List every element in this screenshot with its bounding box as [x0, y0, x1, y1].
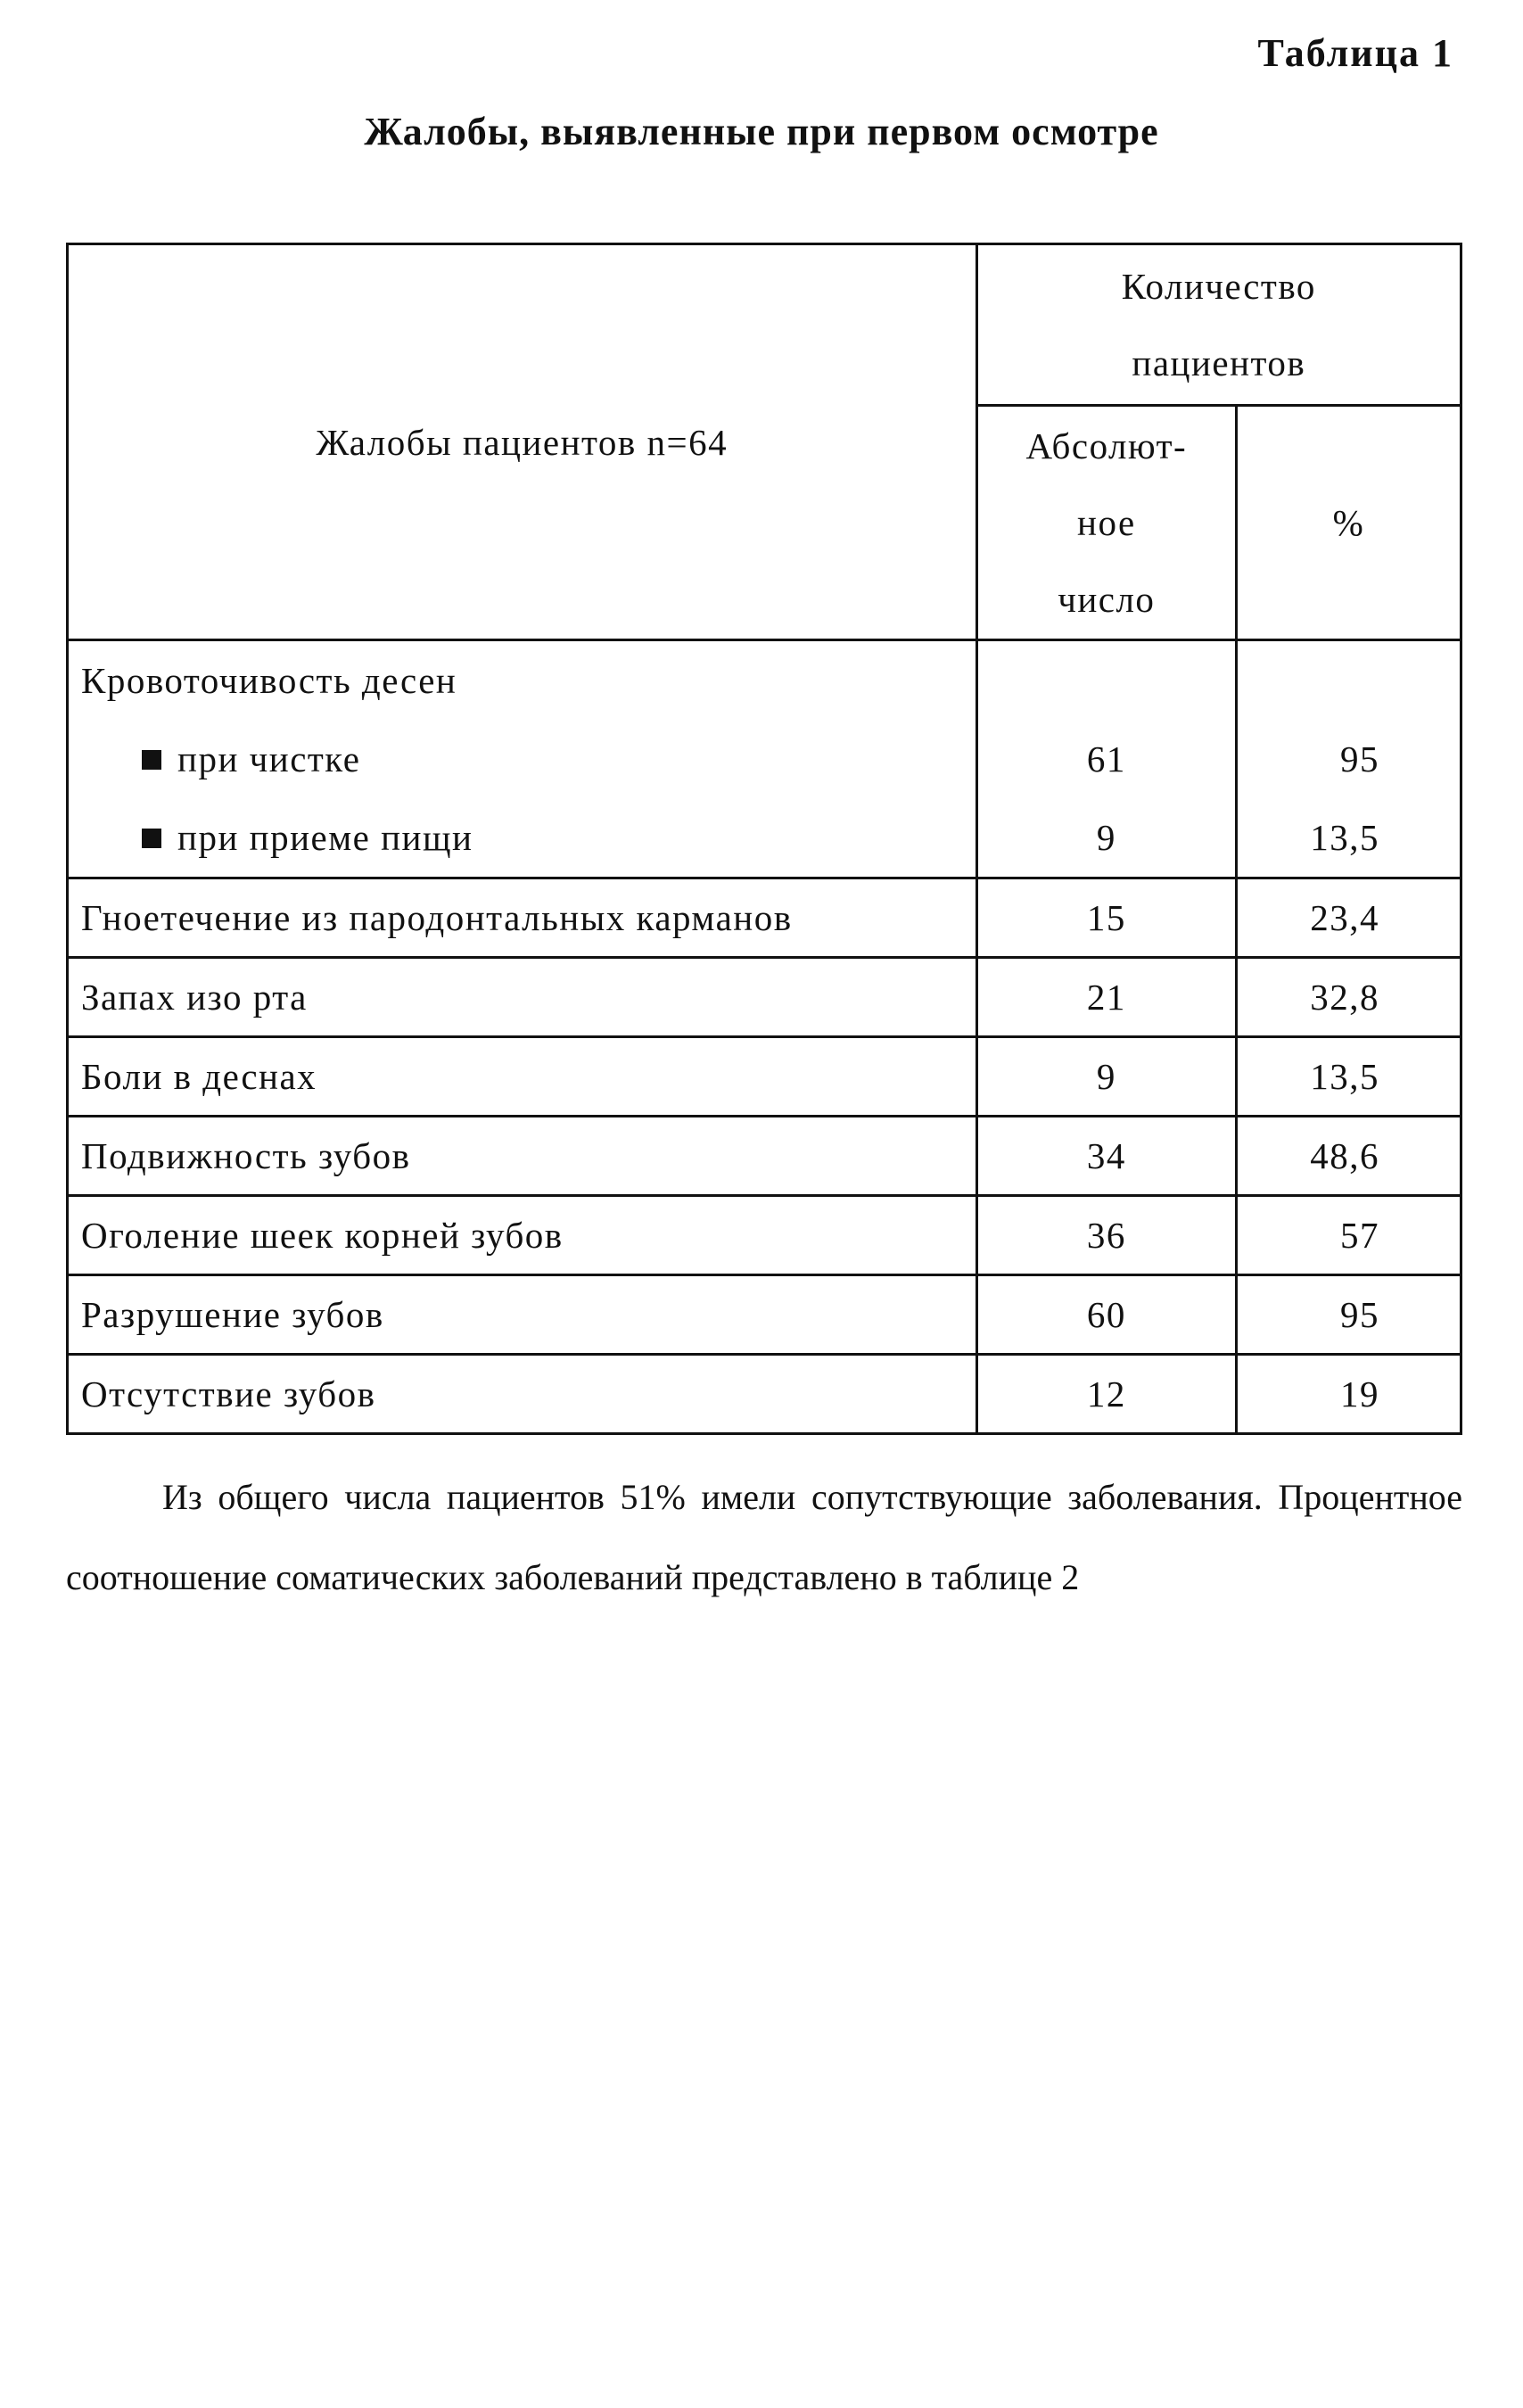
row-label: Гноетечение из пародонтальных карманов [68, 878, 977, 958]
bleeding-sub-item [81, 720, 963, 798]
table-title: Жалобы, выявленные при первом осмотре [364, 110, 1159, 153]
row-absolute: 9 [976, 1037, 1236, 1117]
bleeding-percent-cell [1236, 640, 1461, 878]
row-percent: 32,8 [1236, 958, 1461, 1037]
header-count [976, 244, 1461, 406]
bleeding-absolute-cell [976, 640, 1236, 878]
bleeding-sub-percent: 13,5 [1310, 817, 1379, 858]
row-absolute: 15 [976, 878, 1236, 958]
body-paragraph: Из общего числа пациентов 51% имели сопутствующие заболевания. Процентное соотношение соматических заболеваний представлено в таблице 2 [66, 1477, 1462, 1597]
header-absolute-line1: Абсолют- [1025, 425, 1188, 466]
header-absolute-line2: ное [1077, 502, 1136, 543]
table-row [68, 1037, 1461, 1117]
row-percent: 19 [1236, 1355, 1461, 1434]
bleeding-sub-absolute: 61 [1086, 738, 1126, 779]
row-absolute: 21 [976, 958, 1236, 1037]
header-percent: % [1236, 406, 1461, 640]
table-row [68, 878, 1461, 958]
header-count-line1: Количество [1121, 266, 1316, 307]
row-percent: 57 [1236, 1196, 1461, 1275]
row-percent: 13,5 [1236, 1037, 1461, 1117]
row-label: Боли в деснах [68, 1037, 977, 1117]
table-row-bleeding [68, 640, 1461, 878]
row-absolute: 36 [976, 1196, 1236, 1275]
bleeding-label: Кровоточивость десен [81, 660, 457, 701]
bleeding-sub-percent: 95 [1340, 738, 1379, 779]
row-label: Оголение шеек корней зубов [68, 1196, 977, 1275]
row-absolute: 60 [976, 1275, 1236, 1355]
table-number: Таблица 1 [1257, 31, 1453, 75]
table-row [68, 1117, 1461, 1196]
bleeding-sub-absolute: 9 [1096, 817, 1116, 858]
table-row [68, 1275, 1461, 1355]
complaints-table [66, 243, 1462, 1435]
table-row [68, 1355, 1461, 1434]
row-label: Подвижность зубов [68, 1117, 977, 1196]
header-complaints: Жалобы пациентов n=64 [68, 244, 977, 640]
row-absolute: 12 [976, 1355, 1236, 1434]
table-row [68, 958, 1461, 1037]
bleeding-sub-label: при чистке [177, 738, 361, 779]
row-percent: 23,4 [1236, 878, 1461, 958]
row-percent: 95 [1236, 1275, 1461, 1355]
table-row [68, 1196, 1461, 1275]
row-percent: 48,6 [1236, 1117, 1461, 1196]
header-count-line2: пациентов [1132, 342, 1306, 383]
row-label: Разрушение зубов [68, 1275, 977, 1355]
header-absolute-line3: число [1058, 579, 1156, 620]
bullet-icon [142, 829, 161, 848]
bleeding-cell [68, 640, 977, 878]
header-absolute [976, 406, 1236, 640]
bleeding-sub-label: при приеме пищи [177, 817, 473, 858]
bleeding-sub-item [81, 798, 963, 877]
row-absolute: 34 [976, 1117, 1236, 1196]
row-label: Запах изо рта [68, 958, 977, 1037]
bullet-icon [142, 750, 161, 770]
header-row-1 [68, 244, 1461, 406]
row-label: Отсутствие зубов [68, 1355, 977, 1434]
